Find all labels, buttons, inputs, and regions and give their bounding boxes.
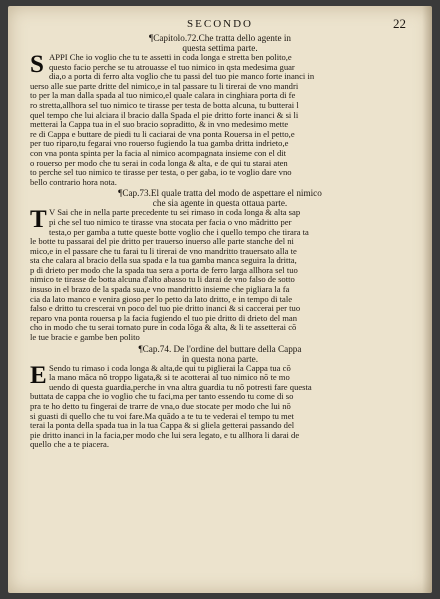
chapter-heading-text: Capitolo.72.Che tratta dello agente in [153,33,291,43]
text-line: testa,o per gamba a tutte queste botte voglio che i quello tempo che tirara ta [49,227,309,237]
text-line: con vna ponta spinta per la facia al nimico acompagnata insieme con el dit [30,148,287,158]
chapter-paragraph [30,208,410,342]
chapter-section [30,188,410,342]
text-line: questo facio perche se tu atrouasse el tuo nimico in qsta medesima guar [49,62,295,72]
text-line: pie dritto inanci in la facia,per modo che lui sera legato, e tu allhora li darai de [30,430,300,440]
text-body [30,33,410,451]
decorated-initial: E [30,363,47,389]
text-line: le botte tu passarai del pie dritto per trauerso inuerso alle parte stanche del ni [30,237,294,247]
text-line: insuso in el brazo de la spada sua,e vno mandritto insieme che pigliara la fa [30,285,290,295]
text-line: V Sai che in nella parte precedente tu sei rimaso in coda longa & alta sap [49,208,301,218]
paragraph-mark-icon: ¶ [138,343,143,354]
text-line: buttata de cappa che io voglio che tu faci,ma per tanto essendo tu come di so [30,392,294,402]
text-line: APPI Che io voglio che tu te assetti in coda longa e stretta ben polito,e [49,53,292,62]
decorated-initial: S [30,53,44,78]
paragraph-mark-icon: ¶ [118,188,123,199]
text-line: dia,o a porta di ferro alta voglio che tu passi del tuo pie manco forte inanci in [49,72,315,82]
text-line: quel tempo che lui alciara il bracio dalla Spada el pie dritto forte inanci & si li [30,110,299,120]
text-line: to perche sel tuo nimico te tirasse per testa, o per gaba, io te voglio dare vno [30,168,292,178]
decorated-initial: T [30,208,47,234]
text-line: uerso alle sue parte dritte del nimico,e in tal passare tu li tirerai de vno mandri [30,81,299,91]
text-line: reparo vna ponta rouersa p la facia fugiendo el tuo pie dritto di drieto del man [30,313,298,323]
text-line: cho in modo che tu serai tornato pure in coda lōga & alta, & li te assetterai cō [30,323,297,333]
text-line: le tue bracie e gambe ben polito [30,333,140,343]
text-line: ro stretta,allhora sel tuo nimico te tirasse per testa de botta alcuna, tu butterai l [30,100,299,110]
text-line: cia da lato manco e venira gioso per lo petto da lato dritto, e in tempo di tale [30,294,293,304]
text-line: p di drieto per modo che la spada tua sera a porta de ferro larga allhora sel tuo [30,265,298,275]
chapter-heading-line: questa settima parte. [182,43,258,53]
chapter-heading-line [30,33,410,43]
paragraph-mark-icon: ¶ [149,33,154,43]
text-line: sta che calara al bracio della sua spada e la tua gamba manca seguira la dritta, [30,256,297,266]
text-line: quello che a te piacera. [30,440,109,450]
chapter-heading-line [30,344,410,354]
chapter-heading-line: in questa nona parte. [181,353,259,364]
text-line: mico,e in el passare che tu farai tu li tirerai de vno mandritto trauersato alla te [30,246,297,256]
page-edge-shadow [422,6,432,593]
chapter-section [30,33,410,187]
text-line: pra te ho detto tu fingerai de trarre de vna,o due stocate per modo che lui nō [30,402,291,411]
text-line: to per la man dalla spada al tuo nimico,el quale calara in cinghiara porta di fe [30,91,296,101]
book-page [8,6,432,593]
chapter-paragraph [30,364,410,450]
text-line: terai la ponta della spada tua in la tua Cappa & si gliela getterai passando del [30,421,295,431]
text-line: per tuo riparo,tu fegarai vno rouerso fugiendo la tua gamba dritta indrieto,e [30,139,289,149]
chapter-paragraph [30,53,410,187]
text-line: la mano māca nō troppo ligata,& si te acotterai al tuo nimico nō te mo [49,373,290,383]
text-line: falso e dritto tu crescerai vn poco del tuo pie dritto inanci & si caccerai per tuo [30,304,301,314]
text-line: o rouerso per modo che tu serai in coda longa & alta, e de qui tu starai aten [30,158,288,168]
text-line: uendo di questa guardia,perche in vna altra guardia tu nō potresti fare questa [49,382,312,392]
text-line: re di Cappa e buttare de piedi tu li caciarai de vna ponta Rouersa in el petto,e [30,129,295,139]
text-line: bello contrario hora nota. [30,177,117,187]
text-line: metterai la Cappa tua in el suo bracio sopraditto, & in vno medesimo mette [30,120,289,130]
chapter-heading-text: Cap.73.El quale tratta del modo de aspettare el nimico [122,188,322,199]
text-line: nimico te tirasse de botta alcuna d'alto abasso tu li darai de vno falso de sotto [30,275,295,285]
text-line: si guasti di quello che tu voi fare.Ma quādo a te tu te vederai el tempo tu met [30,411,294,421]
chapter-heading-line [30,188,410,198]
chapter-section [30,344,410,450]
text-line: pi che sel tuo nimico te tirasse vna stocata per facia o vno mādritto per [49,217,292,227]
text-line: Sendo tu rimaso i coda longa & alta,de qui tu piglierai la Cappa tua cō [49,363,291,373]
chapter-heading-text: Cap.74. De l'ordine del buttare della Cappa [142,343,302,354]
running-head: SECONDO [187,18,253,30]
page-number: 22 [393,16,406,31]
chapter-heading-line: che sia agente in questa ottaua parte. [152,198,288,209]
